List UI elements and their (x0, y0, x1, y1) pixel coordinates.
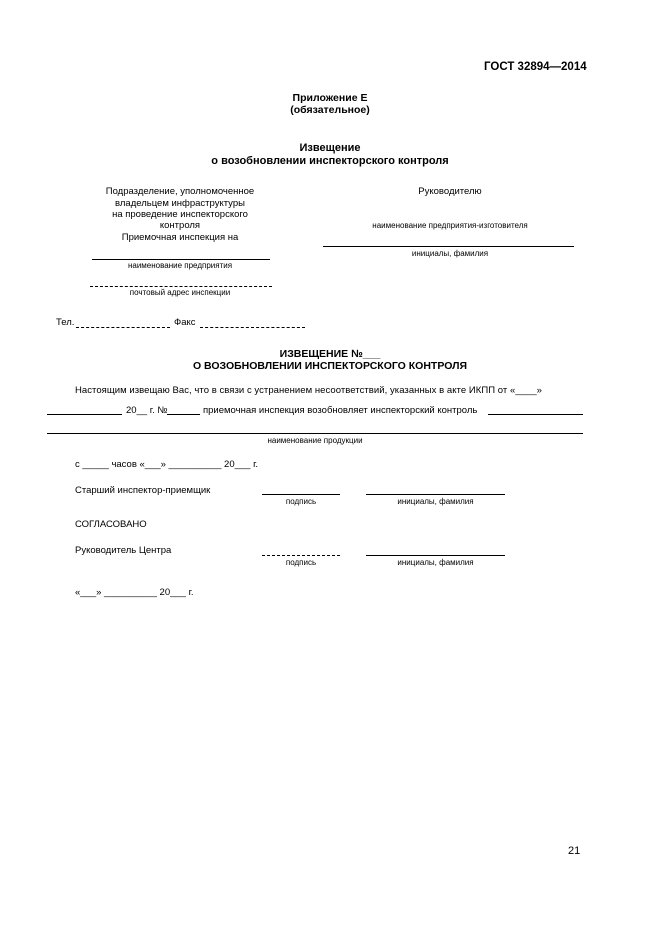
phone-fill-line[interactable] (76, 327, 170, 328)
left-block-line3: на проведение инспекторского (112, 209, 248, 220)
appendix-status: (обязательное) (290, 104, 370, 116)
head-signature-line[interactable] (262, 555, 340, 556)
resume-date-line: с _____ часов «___» __________ 20___ г. (75, 459, 259, 470)
recipient-label: Руководителю (418, 186, 482, 197)
left-block-line4: контроля (159, 220, 201, 231)
product-fill-line[interactable] (47, 433, 583, 434)
recipient-initials-caption: инициалы, фамилия (411, 249, 489, 258)
page-number: 21 (568, 845, 581, 857)
inspector-signature-line[interactable] (262, 494, 340, 495)
head-signature-caption: подпись (285, 558, 317, 567)
address-caption: почтовый адрес инспекции (129, 288, 231, 297)
left-block-line5: Приемочная инспекция на (121, 232, 239, 243)
fax-fill-line[interactable] (200, 327, 305, 328)
act-number-fill-line[interactable] (167, 414, 200, 415)
product-start-fill-line[interactable] (488, 414, 583, 415)
appendix-title: Приложение Е (292, 92, 368, 104)
inspector-initials-line[interactable] (366, 494, 505, 495)
doc-title-line1: Извещение (299, 142, 361, 154)
approval-label: СОГЛАСОВАНО (75, 519, 147, 530)
inspector-label: Старший инспектор-приемщик (75, 485, 211, 496)
head-initials-caption: инициалы, фамилия (397, 558, 474, 567)
manufacturer-fill-line[interactable] (323, 246, 574, 247)
left-block-line1: Подразделение, уполномоченное (105, 186, 255, 197)
phone-label: Тел. (56, 317, 75, 328)
enterprise-fill-line[interactable] (92, 259, 270, 260)
enterprise-caption: наименование предприятия (127, 261, 233, 270)
center-head-label: Руководитель Центра (75, 545, 172, 556)
product-caption: наименование продукции (267, 436, 363, 445)
inspector-signature-caption: подпись (285, 497, 317, 506)
body-paragraph-end: приемочная инспекция возобновляет инспекторский контроль (203, 405, 478, 416)
body-paragraph-start: Настоящим извещаю Вас, что в связи с устранением несоответствий, указанных в акте ИКПП от «____» (75, 385, 542, 396)
notice-line1: ИЗВЕЩЕНИЕ №___ (279, 348, 381, 360)
notice-line2: О ВОЗОБНОВЛЕНИИ ИНСПЕКТОРСКОГО КОНТРОЛЯ (192, 360, 468, 372)
standard-number: ГОСТ 32894—2014 (484, 61, 587, 73)
manufacturer-caption: наименование предприятия-изготовителя (372, 221, 528, 230)
doc-title-line2: о возобновлении инспекторского контроля (211, 155, 449, 167)
address-fill-line[interactable] (90, 286, 272, 287)
fax-label: Факс (174, 317, 196, 328)
final-date: «___» __________ 20___ г. (75, 587, 194, 598)
inspector-initials-caption: инициалы, фамилия (397, 497, 474, 506)
left-block-line2: владельцем инфраструктуры (115, 198, 245, 209)
body-year-part: 20__ г. № (126, 405, 168, 416)
head-initials-line[interactable] (366, 555, 505, 556)
act-date-fill-line[interactable] (47, 414, 122, 415)
